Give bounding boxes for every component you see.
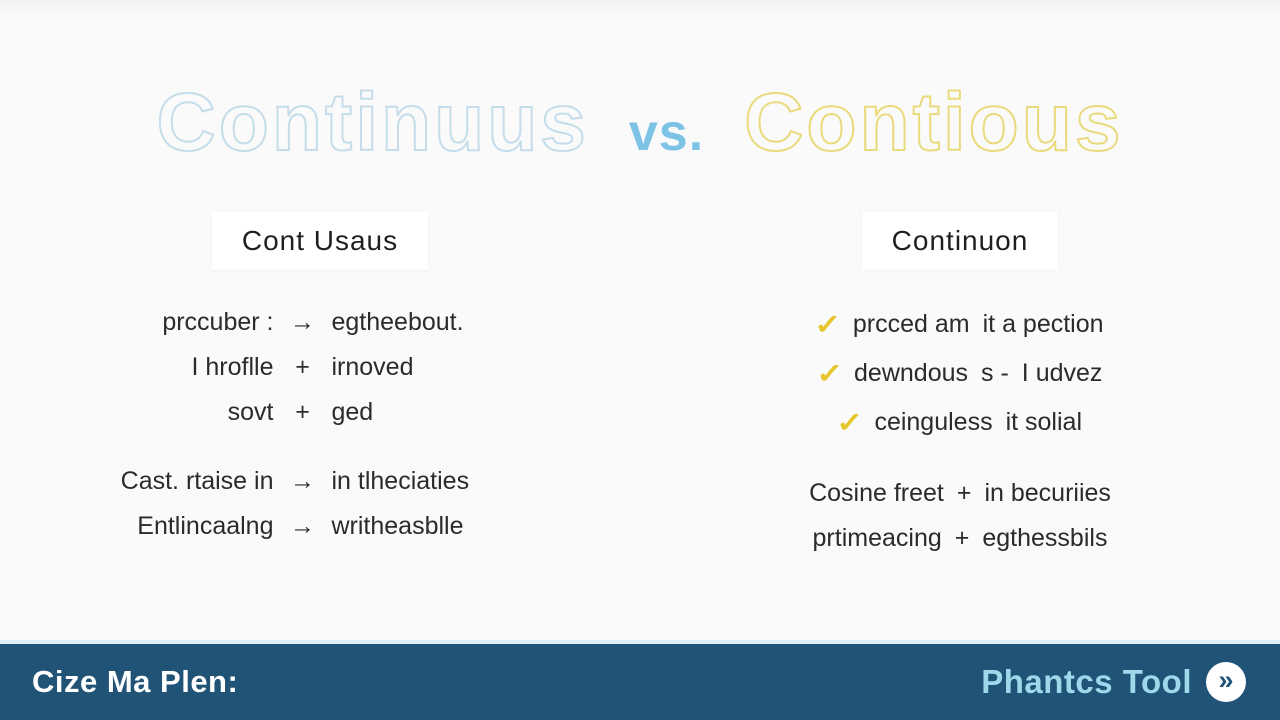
arrow-icon: → (290, 512, 315, 540)
title-right-word: Contious (744, 77, 1124, 168)
item-definition: it a pection (982, 310, 1104, 338)
right-header-label: Continuon (891, 225, 1029, 256)
item-definition: writheasblle (331, 512, 464, 540)
item-term: dewndous (854, 359, 969, 387)
left-header-label: Cont Usaus (241, 225, 399, 256)
item-term: prccuber : (162, 308, 274, 336)
list-item (59, 353, 582, 382)
item-term: prcced am (852, 310, 970, 338)
list-item (59, 398, 582, 427)
item-term: Cosine freet (809, 479, 944, 507)
item-term: I hroflle (191, 353, 274, 381)
check-icon: ✓ (836, 407, 864, 438)
list-item (59, 308, 582, 337)
list-item (809, 308, 1111, 341)
item-definition: irnoved (331, 353, 414, 381)
item-definition: in becuriies (984, 479, 1111, 507)
list-item (59, 512, 582, 541)
arrow-icon: → (290, 308, 315, 336)
left-column-rows (59, 308, 582, 541)
item-term: prtimeacing (812, 524, 942, 552)
item-separator: s - (981, 359, 1009, 387)
title-vs: vs. (628, 104, 705, 162)
left-column-header (212, 212, 428, 270)
comparison-columns (0, 212, 1280, 553)
list-item (809, 406, 1111, 439)
item-term: sovt (227, 398, 274, 426)
check-icon: ✓ (814, 309, 842, 340)
arrow-icon: → (290, 467, 315, 495)
item-definition: I udvez (1021, 359, 1103, 387)
plus-icon: + (954, 524, 970, 552)
item-definition: ged (331, 398, 374, 426)
right-column-header (862, 212, 1059, 270)
footer-brand (981, 662, 1246, 702)
plus-icon: + (295, 398, 310, 426)
right-column-rows (809, 308, 1111, 553)
item-definition: in tlheciaties (331, 467, 470, 495)
chevron-glyph: » (1218, 665, 1234, 695)
left-column (0, 212, 640, 553)
brand-name: Phantcs Tool (981, 663, 1192, 700)
list-item (809, 357, 1111, 390)
check-icon: ✓ (815, 358, 843, 389)
item-definition: egthessbils (982, 524, 1108, 552)
plus-icon: + (956, 479, 972, 507)
item-term: ceinguless (874, 408, 993, 436)
list-item (809, 479, 1111, 508)
list-item (809, 524, 1111, 553)
item-term: Entlincaalng (137, 512, 274, 540)
plus-icon: + (295, 353, 310, 381)
right-column (640, 212, 1280, 553)
footer-bar (0, 640, 1280, 720)
fast-forward-icon (1206, 662, 1246, 702)
title-left-word: Continuus (156, 77, 589, 168)
footer-caption: Cize Ma Plen: (32, 664, 239, 699)
item-definition: it solial (1005, 408, 1082, 436)
page-title (0, 0, 1280, 170)
item-definition: egtheebout. (331, 308, 464, 336)
list-item (59, 467, 582, 496)
item-term: Cast. rtaise in (120, 467, 274, 495)
